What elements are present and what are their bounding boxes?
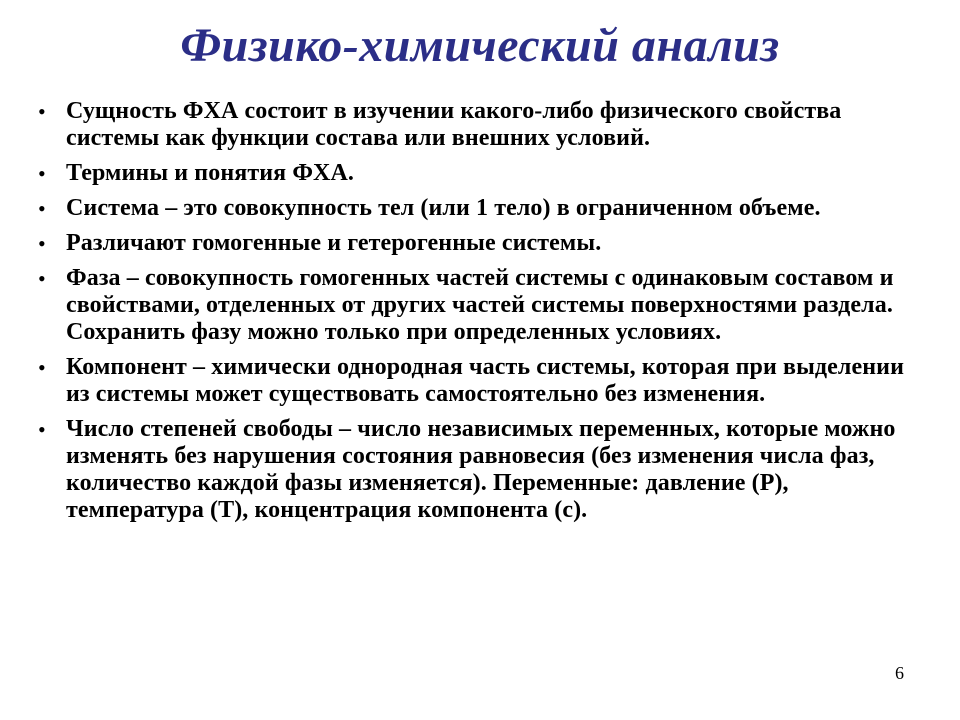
list-item (34, 416, 924, 524)
page-number: 6 (895, 663, 904, 683)
bullet-text: Число степеней свободы – число независимых переменных, которые можно изменять без нарушения состояния равновесия (без изменения числа фаз, количество каждой фазы изменяется). Переменные: давление (Р), температура (Т), концентрация компонента (с). (66, 416, 896, 523)
bullet-icon: • (38, 99, 46, 124)
list-item (34, 354, 924, 408)
bullet-icon: • (38, 231, 46, 256)
bullet-text: Различают гомогенные и гетерогенные системы. (66, 230, 602, 256)
list-item (34, 230, 924, 257)
list-item (34, 98, 924, 152)
bullet-text: Компонент – химически однородная часть системы, которая при выделении из системы может существовать самостоятельно без изменения. (66, 354, 905, 407)
bullet-icon: • (38, 266, 46, 291)
bullet-text: Термины и понятия ФХА. (66, 160, 355, 186)
bullet-icon: • (38, 417, 46, 442)
slide-title: Физико-химический анализ (180, 19, 780, 72)
bullet-list (34, 98, 924, 532)
bullet-text: Фаза – совокупность гомогенных частей системы с одинаковым составом и свойствами, отделенных от других частей системы поверхностями раздела. Сохранить фазу можно только при определенных условиях. (66, 265, 894, 345)
list-item (34, 265, 924, 346)
bullet-icon: • (38, 196, 46, 221)
list-item (34, 160, 924, 187)
bullet-icon: • (38, 161, 46, 186)
bullet-icon: • (38, 355, 46, 380)
list-item (34, 195, 924, 222)
bullet-text: Система – это совокупность тел (или 1 тело) в ограниченном объеме. (66, 195, 821, 221)
bullet-text: Сущность ФХА состоит в изучении какого-либо физического свойства системы как функции состава или внешних условий. (66, 98, 842, 151)
